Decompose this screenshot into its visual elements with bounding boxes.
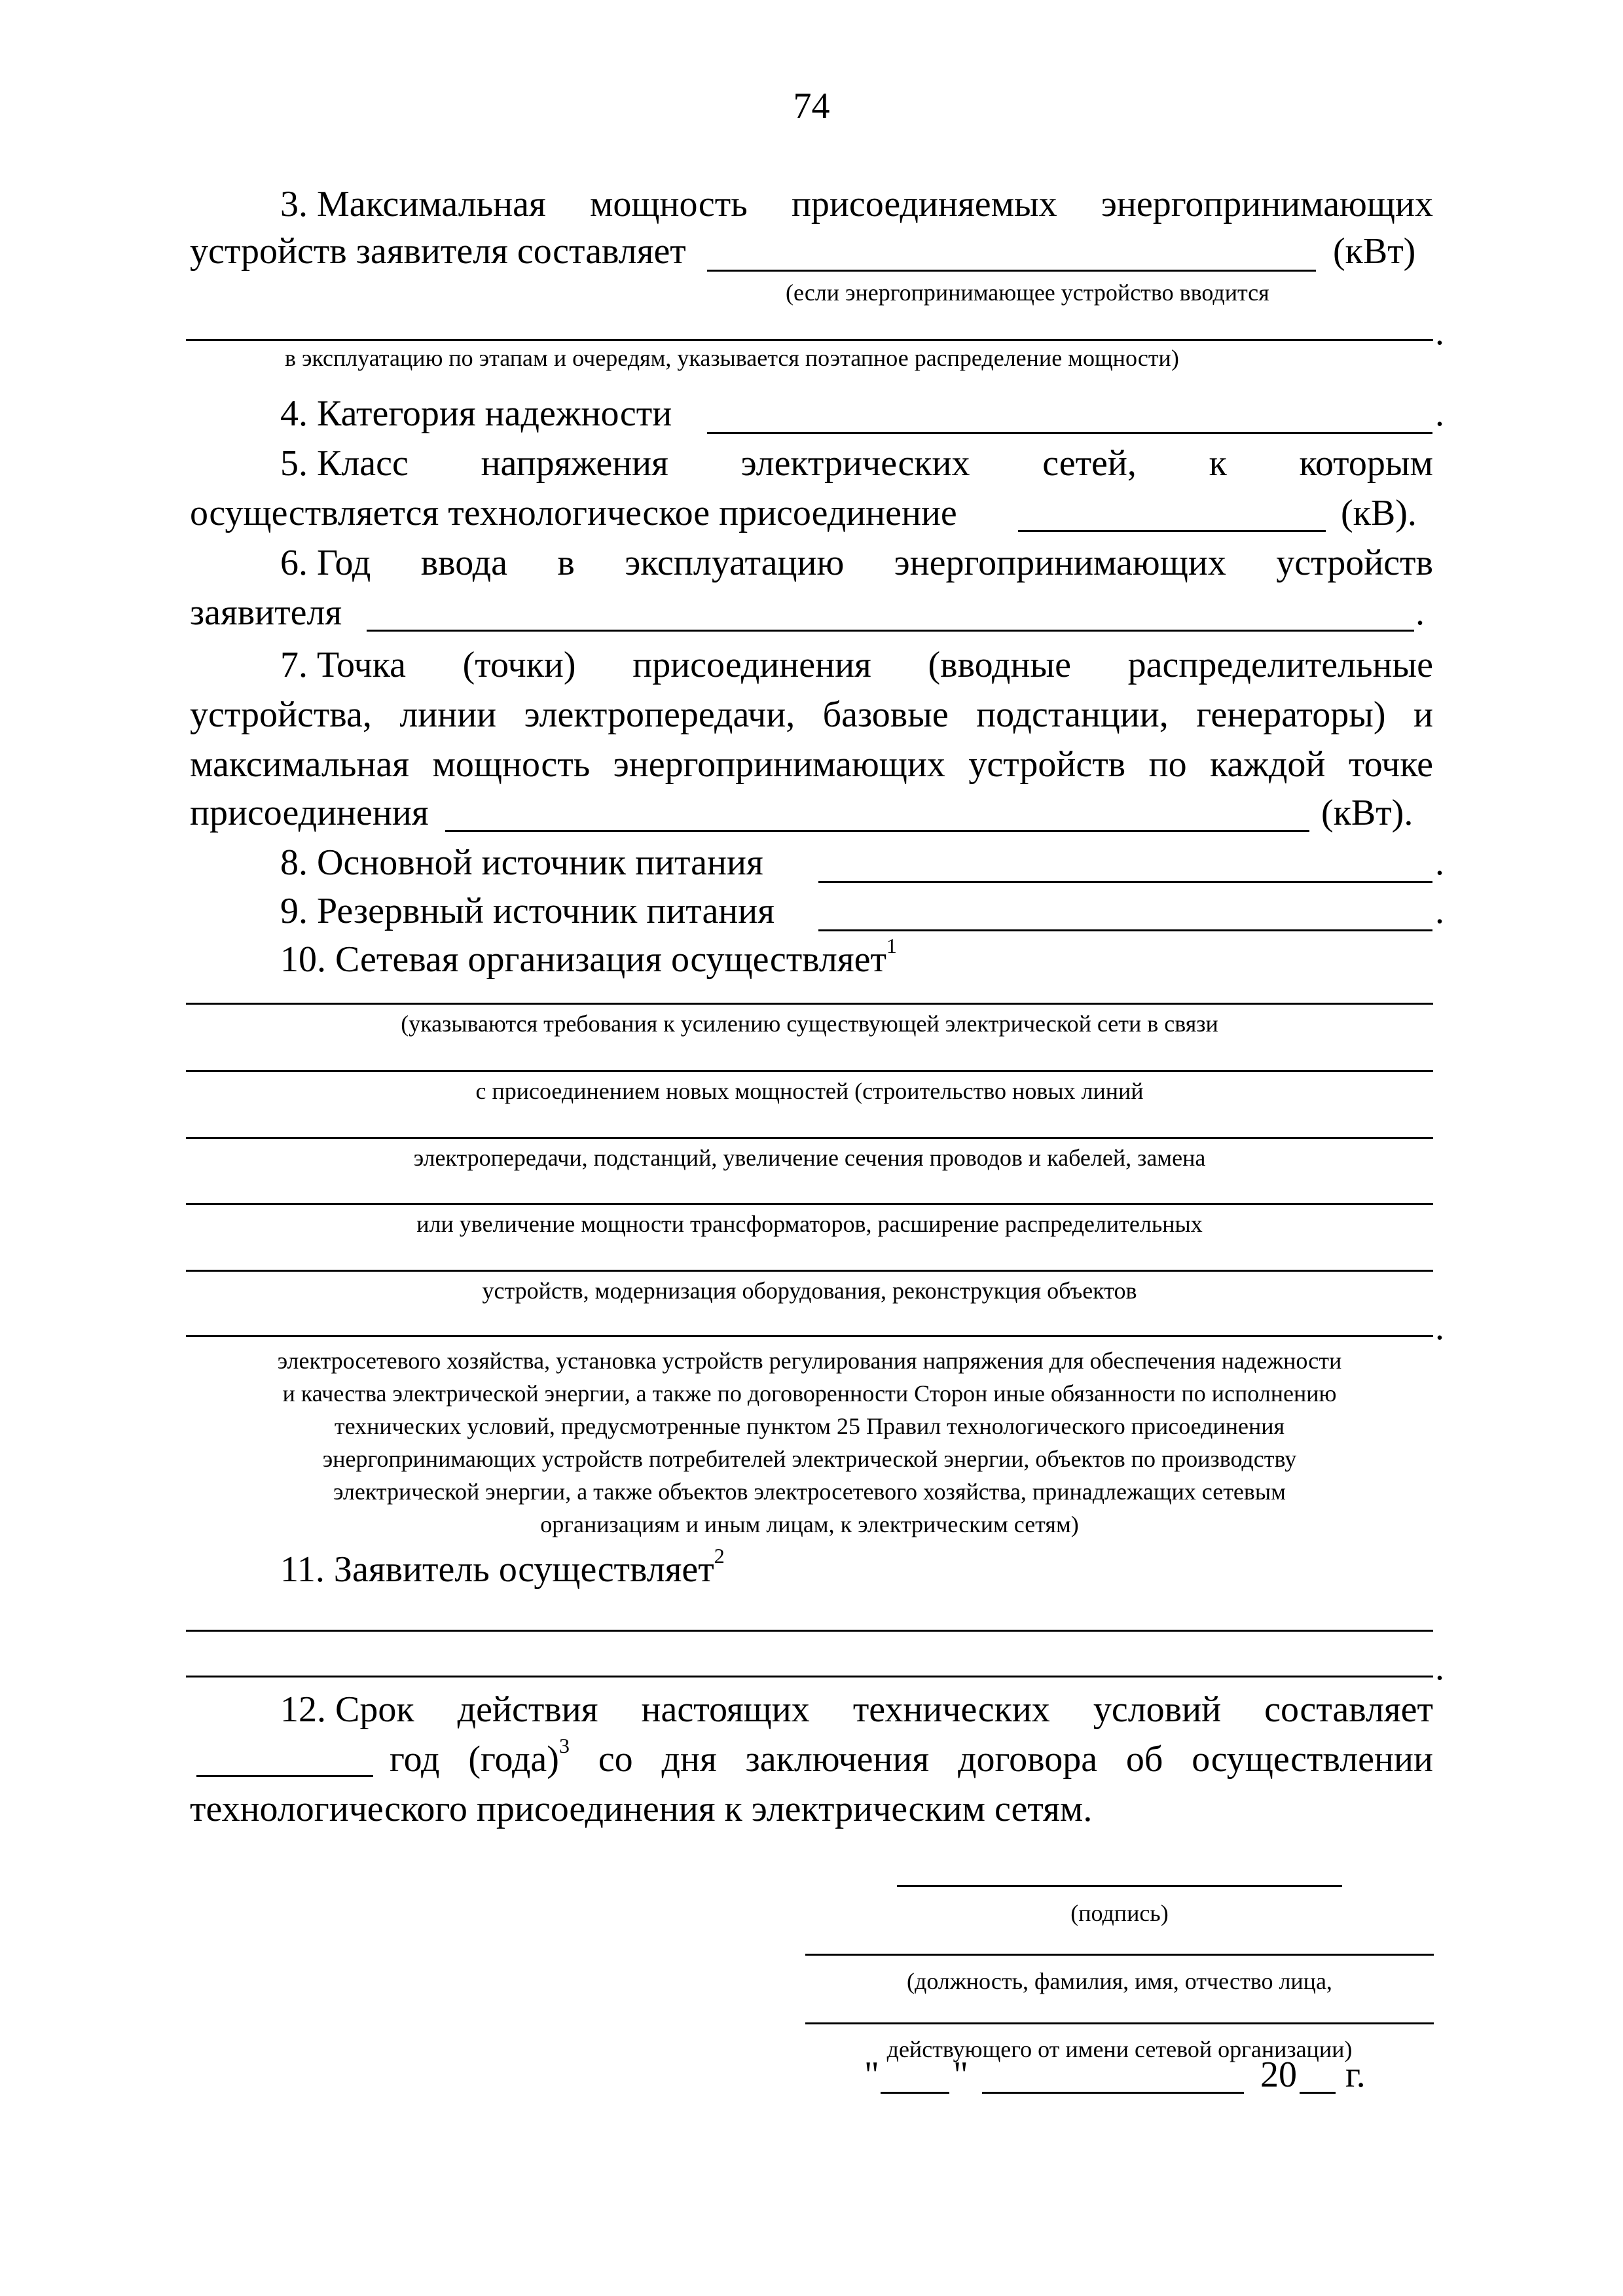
position-field-1[interactable] (805, 1954, 1434, 1956)
item3-unit: (кВт) (1333, 231, 1416, 272)
item10-final-note (186, 1344, 1433, 1541)
item12-word: осуществлении (1192, 1739, 1433, 1780)
item12-word: настоящих (641, 1689, 810, 1730)
item7-line3 (190, 746, 1433, 783)
date-month-field[interactable] (982, 2092, 1244, 2094)
item7-word: устройства, (190, 694, 372, 735)
item10-field-3[interactable] (186, 1137, 1433, 1139)
date-day-field[interactable] (881, 2092, 949, 2094)
item12-word: со (598, 1739, 633, 1780)
item11-text: 11. Заявитель осуществляет (280, 1549, 714, 1590)
item10-field-1[interactable] (186, 1003, 1433, 1005)
date-year-suffix: г. (1345, 2054, 1366, 2095)
item10-final-note-line: организациям и иным лицам, к электрическим сетям) (540, 1511, 1079, 1537)
item5-line2-prefix: осуществляется технологическое присоединение (190, 493, 957, 533)
item7-word: по (1148, 744, 1187, 785)
item7-line2 (190, 696, 1433, 733)
date-quote-open: " (864, 2054, 879, 2095)
item10-note-5: устройств, модернизация оборудования, реконструкция объектов (482, 1278, 1137, 1304)
item7-word: подстанции, (976, 694, 1169, 735)
item12-word: год (390, 1739, 440, 1780)
item11-dot: . (1435, 1647, 1444, 1688)
item3-note2: в эксплуатацию по этапам и очередям, указывается поэтапное распределение мощности) (285, 345, 1179, 371)
footnote-2-marker: 2 (714, 1544, 725, 1568)
item7-word: распределительные (1127, 645, 1433, 685)
item8-main-source-field[interactable] (818, 881, 1432, 883)
item10-final-note-line: и качества электрической энергии, а также по договоренности Сторон иные обязанности по исполнению (282, 1380, 1337, 1407)
position-label-2: действующего от имени сетевой организации) (886, 2036, 1353, 2062)
item8-label: 8. Основной источник питания (280, 842, 763, 883)
item10-field-4[interactable] (186, 1203, 1433, 1205)
item11-label (280, 1544, 725, 1590)
item10-note-2: с присоединением новых мощностей (строительство новых линий (475, 1078, 1144, 1104)
item7-word: 7. Точка (280, 645, 406, 685)
item5-word: которым (1299, 443, 1433, 484)
signature-label: (подпись) (1070, 1900, 1169, 1926)
item9-label: 9. Резервный источник питания (280, 891, 775, 931)
item12-word: составляет (1264, 1689, 1433, 1730)
item7-word: каждой (1210, 744, 1326, 785)
item12-line2 (390, 1734, 1433, 1780)
item10-final-note-line: энергопринимающих устройств потребителей электрической энергии, объектов по производству (322, 1446, 1297, 1472)
signature-field[interactable] (897, 1885, 1342, 1887)
item9-dot: . (1435, 891, 1444, 931)
item3-note1: (если энергопринимающее устройство вводится (786, 279, 1269, 306)
item5-line1 (280, 445, 1433, 482)
item3-word: 3. Максимальная (280, 184, 546, 224)
page-number: 74 (793, 86, 830, 126)
item9-reserve-source-field[interactable] (818, 929, 1432, 931)
item5-voltage-field[interactable] (1018, 530, 1326, 532)
item12-word: 12. Срок (280, 1689, 414, 1730)
item5-word: напряжения (481, 443, 668, 484)
item12-word: условий (1093, 1689, 1222, 1730)
item3-word: мощность (589, 184, 748, 224)
item5-word: сетей, (1042, 443, 1137, 484)
item7-word: мощность (432, 744, 591, 785)
item10-field-6[interactable] (186, 1335, 1433, 1337)
item4-reliability-field[interactable] (707, 432, 1432, 434)
item10-note-1: (указываются требования к усилению существующей электрической сети в связи (401, 1011, 1218, 1037)
item7-word: энергопринимающих (613, 744, 945, 785)
item7-word: электропередачи, (524, 694, 795, 735)
item10-field-2[interactable] (186, 1070, 1433, 1072)
item5-word: 5. Класс (280, 443, 409, 484)
item10-final-note-line: электросетевого хозяйства, установка устройств регулирования напряжения для обеспечения надежности (277, 1348, 1342, 1374)
item6-line1 (280, 545, 1433, 581)
item8-dot: . (1435, 842, 1444, 883)
item10-final-note-line: электрической энергии, а также объектов электросетевого хозяйства, принадлежащих сетевым (333, 1479, 1286, 1505)
item12-word: действия (457, 1689, 598, 1730)
position-field-2[interactable] (805, 2022, 1434, 2024)
item10-dot: . (1435, 1307, 1444, 1348)
item3-line1 (280, 186, 1433, 223)
item7-word: генераторы) (1196, 694, 1386, 735)
item7-word: устройств (968, 744, 1126, 785)
item3-word: присоединяемых (791, 184, 1057, 224)
item7-word: максимальная (190, 744, 410, 785)
item7-line4-prefix: присоединения (190, 793, 429, 833)
item7-unit: (кВт). (1321, 793, 1413, 833)
item5-word: к (1209, 443, 1227, 484)
item10-label (280, 934, 897, 980)
item3-power-field[interactable] (707, 270, 1316, 272)
date-year-prefix: 20 (1260, 2054, 1297, 2095)
item12-word: договора (958, 1739, 1098, 1780)
item12-word: дня (661, 1739, 717, 1780)
position-label-1: (должность, фамилия, имя, отчество лица, (907, 1968, 1332, 1994)
item10-note-4: или увеличение мощности трансформаторов, расширение распределительных (416, 1211, 1203, 1237)
item10-text: 10. Сетевая организация осуществляет (280, 939, 886, 980)
item6-word: устройств (1276, 543, 1433, 583)
item6-year-field[interactable] (367, 630, 1414, 632)
item5-word: электрических (740, 443, 970, 484)
item10-note-3: электропередачи, подстанций, увеличение сечения проводов и кабелей, замена (413, 1145, 1206, 1171)
item7-connection-point-field[interactable] (445, 830, 1309, 832)
item7-word: линии (399, 694, 497, 735)
item12-term-field[interactable] (196, 1775, 373, 1777)
item7-word: базовые (822, 694, 949, 735)
footnote-1-marker: 1 (886, 934, 897, 958)
item3-word: энергопринимающих (1101, 184, 1433, 224)
item6-word: 6. Год (280, 543, 371, 583)
item7-word: присоединения (632, 645, 871, 685)
item11-field-2[interactable] (186, 1676, 1433, 1677)
item4-label: 4. Категория надежности (280, 393, 672, 434)
item6-word: ввода (420, 543, 507, 583)
item6-dot: . (1415, 592, 1425, 633)
item12-word (468, 1734, 570, 1780)
footnote-3-marker: 3 (558, 1734, 570, 1758)
item10-field-5[interactable] (186, 1270, 1433, 1272)
item6-word: энергопринимающих (894, 543, 1226, 583)
item12-word-text: (года) (468, 1739, 559, 1780)
item3-dot: . (1435, 312, 1444, 353)
item3-distribution-field[interactable] (186, 339, 1433, 341)
item6-word: эксплуатацию (625, 543, 845, 583)
item3-line2-prefix: устройств заявителя составляет (190, 231, 686, 272)
date-year-field[interactable] (1300, 2092, 1336, 2094)
item12-line3: технологического присоединения к электрическим сетям. (190, 1789, 1093, 1829)
item7-word: (точки) (462, 645, 576, 685)
item7-line1 (280, 647, 1433, 683)
item10-final-note-line: технических условий, предусмотренные пунктом 25 Правил технологического присоединения (334, 1413, 1285, 1439)
item4-dot: . (1435, 393, 1444, 434)
item12-word: об (1125, 1739, 1163, 1780)
item11-field-1[interactable] (186, 1630, 1433, 1632)
date-quote-close: " (953, 2054, 968, 2095)
item12-line1 (280, 1691, 1433, 1728)
item7-word: и (1413, 694, 1433, 735)
item5-unit: (кВ). (1341, 493, 1417, 533)
item12-word: заключения (745, 1739, 930, 1780)
item7-word: (вводные (928, 645, 1071, 685)
item12-word: технических (852, 1689, 1050, 1730)
item6-line2-prefix: заявителя (190, 592, 342, 633)
item7-word: точке (1348, 744, 1433, 785)
item6-word: в (557, 543, 575, 583)
